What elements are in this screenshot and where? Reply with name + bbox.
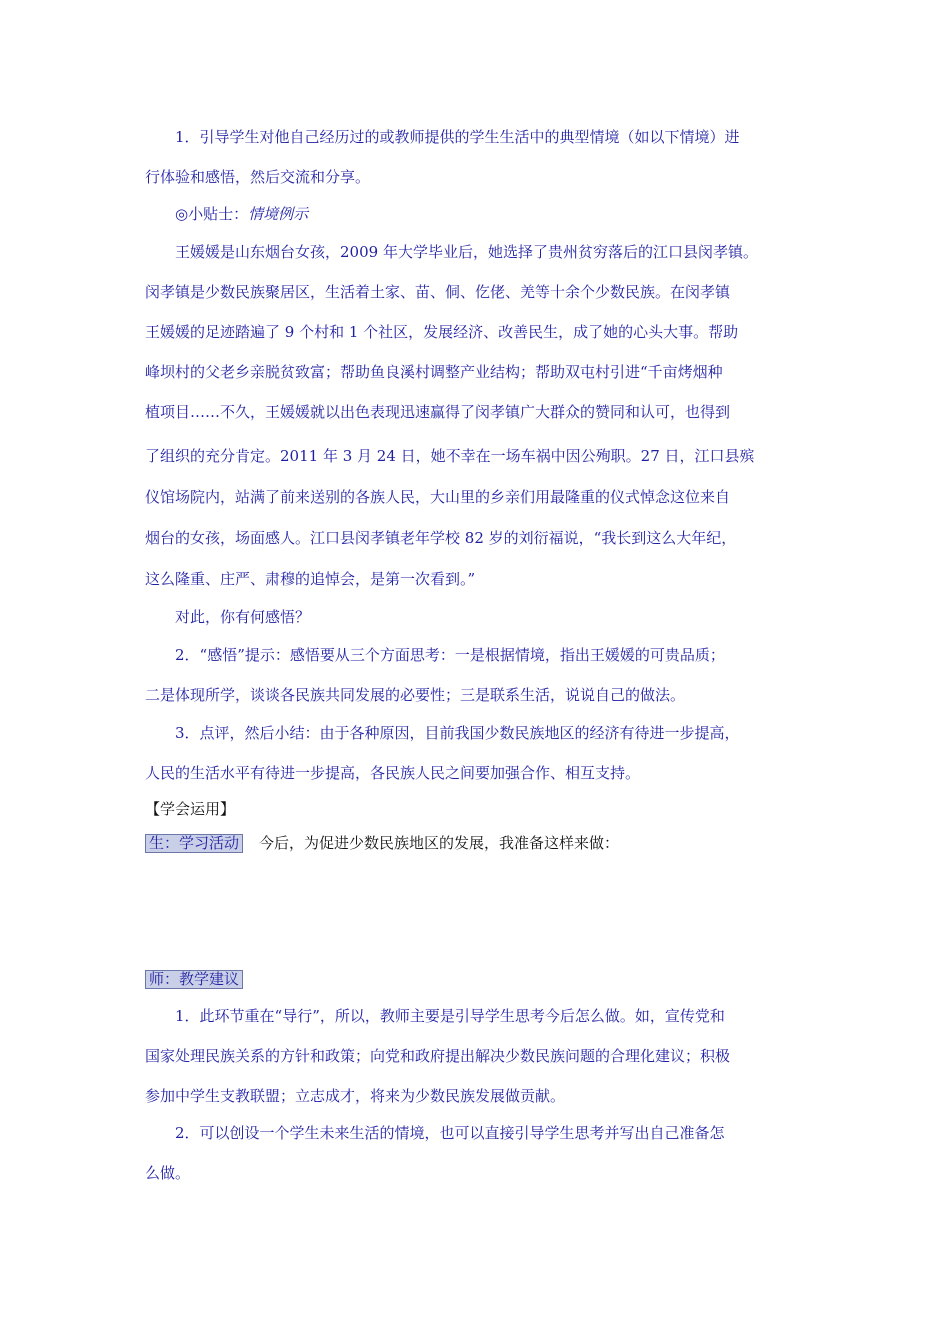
- story-line-5: 植项目……不久，王媛媛就以出色表现迅速赢得了闵孝镇广大群众的赞同和认可，也得到: [145, 403, 731, 421]
- tip-title: 情境例示: [248, 205, 309, 223]
- teacher-suggestion-line: [145, 969, 243, 989]
- story-line-7: 仪馆场院内，站满了前来送别的各族人民，大山里的乡亲们用最隆重的仪式悼念这位来自: [145, 488, 731, 506]
- teacher-suggestion-tag: 师：教学建议: [145, 970, 243, 989]
- story-line-8: 烟台的女孩，场面感人。江口县闵孝镇老年学校 82 岁的刘衍福说，“我长到这么大年纪，: [145, 529, 737, 547]
- suggest-2-line-1: 2．可以创设一个学生未来生活的情境，也可以直接引导学生思考并写出自己准备怎: [175, 1124, 725, 1142]
- tip-label: ◎小贴士：: [175, 205, 249, 223]
- suggest-1-line-1: 1．此环节重在“导行”，所以，教师主要是引导学生思考今后怎么做。如，宣传党和: [175, 1007, 725, 1025]
- suggest-1-line-2: 国家处理民族关系的方针和政策；向党和政府提出解决少数民族问题的合理化建议；积极: [145, 1047, 731, 1065]
- story-line-9: 这么隆重、庄严、肃穆的追悼会，是第一次看到。”: [145, 570, 476, 588]
- suggest-1-line-3: 参加中学生支教联盟；立志成才，将来为少数民族发展做贡献。: [145, 1087, 566, 1105]
- story-line-6: 了组织的充分肯定。2011 年 3 月 24 日，她不幸在一场车祸中因公殉职。27 日，江口县殡: [145, 447, 755, 465]
- para-2-line-2: 二是体现所学，谈谈各民族共同发展的必要性；三是联系生活，说说自己的做法。: [145, 686, 686, 704]
- suggest-2-line-2: 么做。: [145, 1164, 191, 1182]
- para-1-line-2: 行体验和感悟，然后交流和分享。: [145, 168, 371, 186]
- para-2-line-1: 2．“感悟”提示：感悟要从三个方面思考：一是根据情境，指出王媛媛的可贵品质；: [175, 646, 725, 664]
- story-line-4: 峰坝村的父老乡亲脱贫致富；帮助鱼良溪村调整产业结构；帮助双屯村引进“千亩烤烟种: [145, 363, 723, 381]
- para-3-line-2: 人民的生活水平有待进一步提高，各民族人民之间要加强合作、相互支持。: [145, 764, 641, 782]
- story-line-3: 王媛媛的足迹踏遍了 9 个村和 1 个社区，发展经济、改善民生，成了她的心头大事。帮助: [145, 323, 739, 341]
- student-activity-line: [145, 833, 619, 853]
- tip-line: [175, 204, 308, 224]
- story-line-2: 闵孝镇是少数民族聚居区，生活着土家、苗、侗、仡佬、羌等十余个少数民族。在闵孝镇: [145, 283, 731, 301]
- question-line: 对此，你有何感悟？: [175, 608, 311, 626]
- para-1-line-1: 1．引导学生对他自己经历过的或教师提供的学生生活中的典型情境（如以下情境）进: [175, 128, 740, 146]
- section-heading: 【学会运用】: [145, 800, 236, 818]
- student-activity-text: 今后，为促进少数民族地区的发展，我准备这样来做：: [259, 834, 620, 852]
- para-3-line-1: 3．点评，然后小结：由于各种原因，目前我国少数民族地区的经济有待进一步提高，: [175, 724, 740, 742]
- student-activity-tag: 生：学习活动: [145, 834, 243, 853]
- story-line-1: 王媛媛是山东烟台女孩，2009 年大学毕业后，她选择了贵州贫穷落后的江口县闵孝镇。: [175, 243, 758, 261]
